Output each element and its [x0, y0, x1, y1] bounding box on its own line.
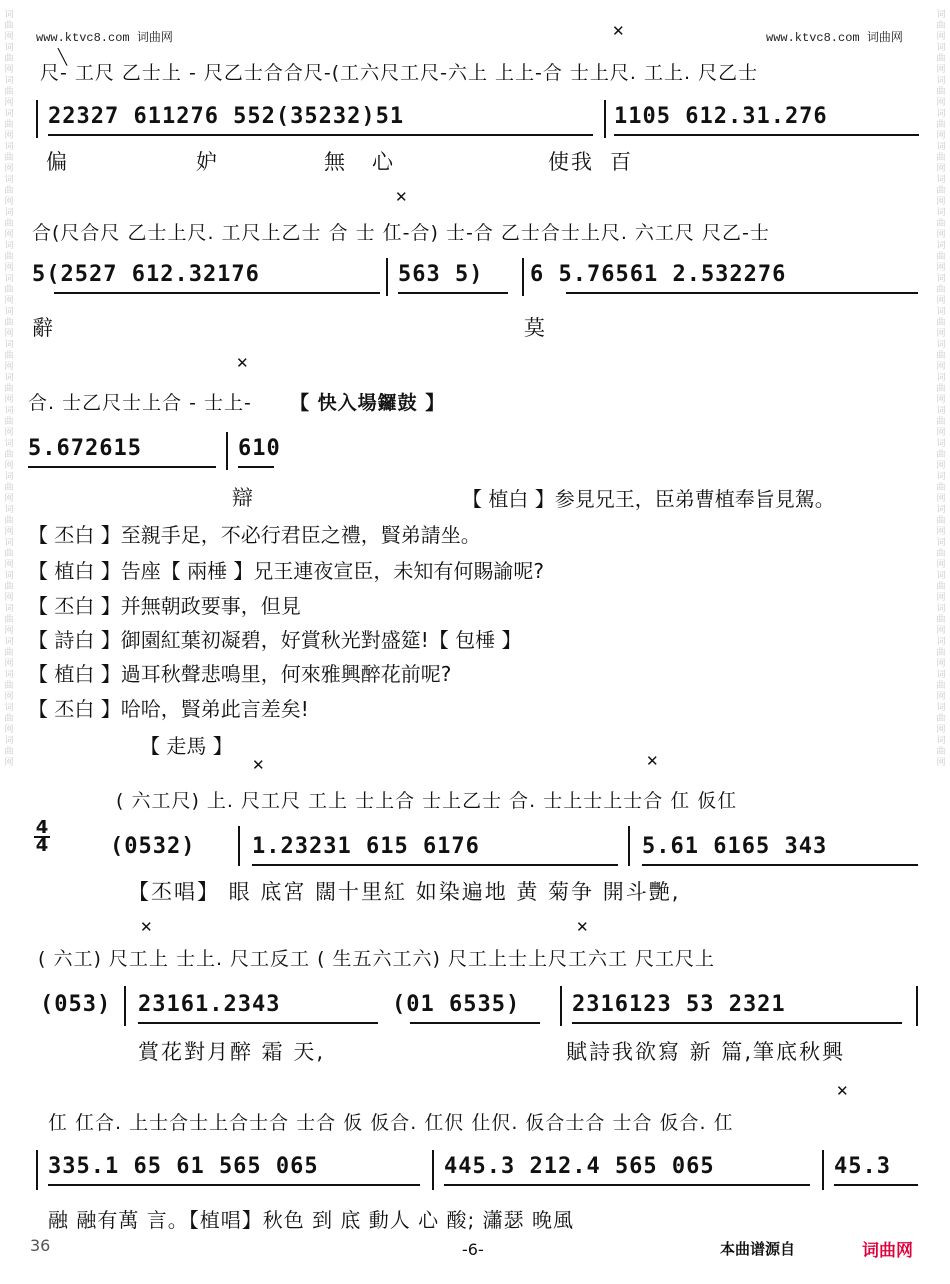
jianpu-line: (01 6535) [392, 992, 521, 1017]
gongche-line: 仜 仜合. 上士合士上合士合 士合 仮 仮合. 仜伬 仩伬. 仮合士合 士合 仮合. 仜 [48, 1112, 734, 1134]
section-heading: 【 走馬 】 [140, 734, 233, 758]
barline [36, 1150, 38, 1190]
barline [560, 986, 562, 1026]
side-watermark-right: 词曲网词曲网词曲网词曲网词曲网词曲网词曲网词曲网词曲网词曲网词曲网词曲网词曲网词曲网词曲网词曲网词曲网词曲网词曲网词曲网词曲网词曲网词曲网 [936, 10, 946, 768]
ornament-mark: ✕ [140, 918, 153, 936]
lyric-char: 莫 [524, 316, 547, 340]
source-note: 本曲谱源自 [720, 1240, 796, 1258]
jianpu-line: 445.3 212.4 565 065 [444, 1154, 715, 1179]
beam-underline [238, 466, 274, 468]
jianpu-line: 6 5.76561 2.532276 [530, 262, 787, 287]
barline [124, 986, 126, 1026]
beam-underline [48, 134, 593, 136]
ornament-mark: ✕ [836, 1082, 849, 1100]
beam-underline [54, 292, 380, 294]
barline [916, 986, 918, 1026]
side-watermark-left: 词曲网词曲网词曲网词曲网词曲网词曲网词曲网词曲网词曲网词曲网词曲网词曲网词曲网词曲网词曲网词曲网词曲网词曲网词曲网词曲网词曲网词曲网词曲网 [4, 10, 14, 768]
beam-underline [252, 864, 618, 866]
lyric-line: 賦詩我欲寫 新 篇,筆底秋興 [566, 1040, 846, 1064]
ornament-mark: ✕ [646, 752, 659, 770]
ornament-mark: ✕ [612, 22, 625, 40]
lyric-char: 使我 [548, 150, 594, 174]
ornament-mark: ✕ [252, 756, 265, 774]
ornament-mark: ✕ [576, 918, 589, 936]
jianpu-line: 5.672615 [28, 436, 142, 461]
beam-underline [834, 1184, 918, 1186]
jianpu-line: 335.1 65 61 565 065 [48, 1154, 319, 1179]
barline [386, 258, 388, 296]
dialogue-line: 【 植白 】過耳秋聲悲鳴里，何來雅興醉花前呢? [28, 662, 452, 686]
jianpu-line: (0532) [110, 834, 196, 859]
source-site-logo: 词曲网 [862, 1241, 913, 1261]
beam-underline [566, 292, 918, 294]
gongche-line: 合. 士乙尺士上合 - 士上- [28, 392, 252, 414]
beam-underline [410, 1022, 540, 1024]
jianpu-line: 45.3 [834, 1154, 891, 1179]
ornament-mark: ✕ [395, 188, 408, 206]
beam-underline [642, 864, 918, 866]
gongche-line: ( 六工) 尺工上 士上. 尺工反工 ( 生五六工六) 尺工上士上尺工六工 尺工尺上 [38, 948, 716, 970]
time-signature: 4 4 [35, 817, 49, 856]
lyric-char: 心 [372, 150, 395, 174]
barline [628, 826, 630, 866]
jianpu-line: (053) [40, 992, 112, 1017]
beam-underline [398, 292, 508, 294]
lyric-char: 辯 [232, 486, 255, 510]
jianpu-line: 5.61 6165 343 [642, 834, 828, 859]
jianpu-line: 23161.2343 [138, 992, 281, 1017]
spoken-line: 【 植白 】参見兄王，臣弟曹植奉旨見駕。 [462, 487, 835, 511]
barline [522, 258, 524, 296]
jianpu-line: 22327 611276 552(35232)51 [48, 104, 405, 129]
lyric-char: 妒 [196, 150, 219, 174]
barline [604, 100, 606, 138]
dialogue-line: 【 詩白 】御園紅葉初凝碧，好賞秋光對盛筵!【 包棰 】 [28, 628, 522, 652]
dialogue-line: 【 丕白 】并無朝政要事，但見 [28, 594, 301, 618]
page-number: -6- [462, 1240, 484, 1259]
barline [432, 1150, 434, 1190]
beam-underline [48, 1184, 420, 1186]
barline [36, 100, 38, 138]
lyric-char: 辭 [32, 316, 55, 340]
lyric-line: 融 融有萬 言。【植唱】秋色 到 底 動人 心 酸; 瀟瑟 晚風 [48, 1208, 574, 1232]
site-watermark-right: www.ktvc8.com 词曲网 [766, 31, 903, 45]
jianpu-line: 1105 612.31.276 [614, 104, 828, 129]
gongche-line: 合(尺合尺 乙士上尺. 工尺上乙士 合 士 仜-合) 士-合 乙士合士上尺. 六工尺 尺乙-士 [32, 222, 770, 244]
beam-underline [138, 1022, 378, 1024]
page-corner-number: 36 [30, 1236, 51, 1255]
dialogue-line: 【 丕白 】至親手足，不必行君臣之禮，賢弟請坐。 [28, 523, 481, 547]
beam-underline [444, 1184, 810, 1186]
dialogue-line: 【 丕白 】哈哈，賢弟此言差矣! [28, 697, 309, 721]
jianpu-line: 5(2527 612.32176 [32, 262, 260, 287]
percussion-cue: 【 快入場鑼鼓 】 [290, 392, 446, 414]
lyric-char: 百 [610, 150, 633, 174]
gongche-line: ( 六工尺) 上. 尺工尺 工上 士上合 士上乙士 合. 士上士上士合 仜 仮仜 [116, 790, 738, 812]
barline [822, 1150, 824, 1190]
beam-underline [614, 134, 919, 136]
barline [238, 826, 240, 866]
lyric-line: 【丕唱】 眼 底宮 闊十里紅 如染遍地 黄 菊争 開斗艷, [128, 880, 681, 904]
lyric-char: 無 [324, 150, 347, 174]
ornament-mark: ✕ [236, 354, 249, 372]
jianpu-line: 1.23231 615 6176 [252, 834, 480, 859]
beam-underline [28, 466, 216, 468]
jianpu-line: 610 [238, 436, 281, 461]
jianpu-line: 2316123 53 2321 [572, 992, 786, 1017]
lyric-line: 賞花對月醉 霜 天, [138, 1040, 326, 1064]
jianpu-line: 563 5) [398, 262, 484, 287]
beam-underline [572, 1022, 902, 1024]
site-watermark-left: www.ktvc8.com 词曲网 [36, 31, 173, 45]
lyric-char: 偏 [46, 150, 69, 174]
dialogue-line: 【 植白 】告座【 兩棰 】兄王連夜宣臣，未知有何賜諭呢? [28, 559, 545, 583]
gongche-line: 尺- 工尺 乙士上 - 尺乙士合合尺-(工六尺工尺-六上 上上-合 士上尺. 工上. 尺乙士 [40, 62, 759, 84]
barline [226, 432, 228, 470]
ornament-mark: ╲ [58, 48, 68, 66]
